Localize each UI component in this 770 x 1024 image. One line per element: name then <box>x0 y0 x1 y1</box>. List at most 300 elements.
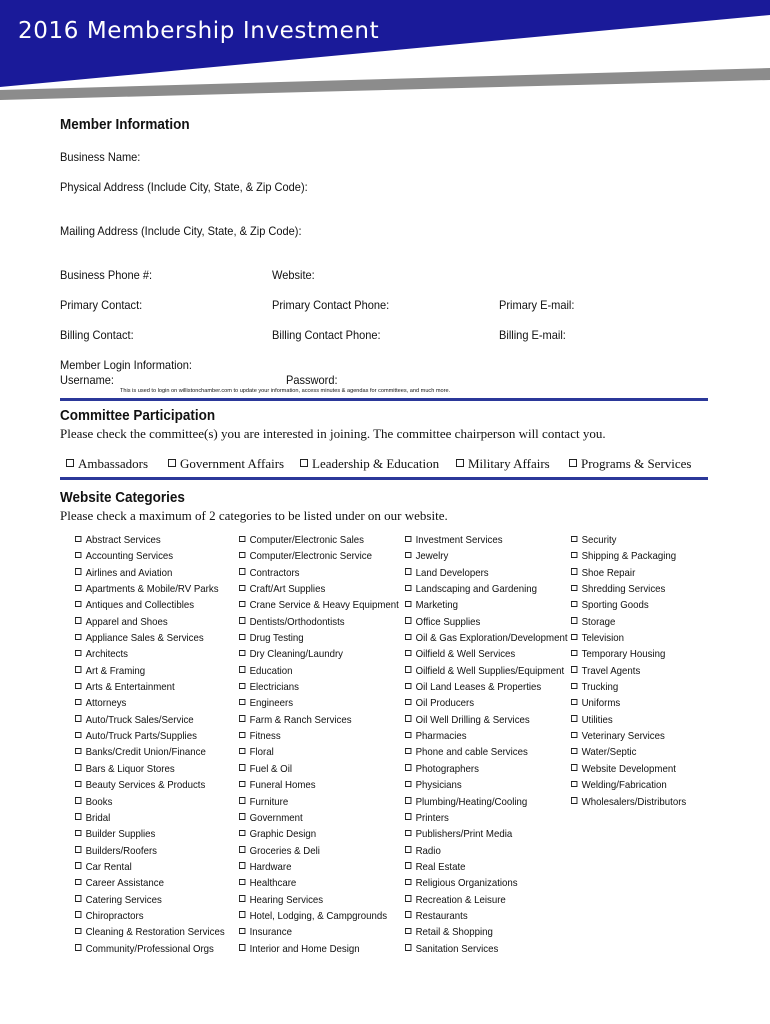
category-label: Shoe Repair <box>581 566 636 579</box>
category-label: Sporting Goods <box>581 599 649 612</box>
checkbox-icon[interactable] <box>239 895 245 902</box>
category-option[interactable] <box>75 861 225 877</box>
category-label: Retail & Shopping <box>415 926 493 939</box>
category-option[interactable] <box>75 746 225 762</box>
category-label: Craft/Art Supplies <box>249 583 326 596</box>
checkbox-icon[interactable] <box>239 634 245 641</box>
category-option[interactable] <box>75 910 225 926</box>
category-option[interactable] <box>405 550 568 566</box>
login-note: This is used to login on willistonchamber.com to update your information, access minutes & agendas for committees, and much more. <box>120 388 451 394</box>
category-option[interactable] <box>239 665 399 681</box>
category-column-1 <box>75 534 238 959</box>
checkbox-icon[interactable] <box>239 715 245 722</box>
category-option[interactable] <box>239 828 399 844</box>
category-option[interactable] <box>75 763 225 779</box>
checkbox-icon[interactable] <box>75 797 81 804</box>
category-option[interactable] <box>239 796 399 812</box>
category-label: Crane Service & Heavy Equipment <box>249 599 399 612</box>
category-option[interactable] <box>239 632 399 648</box>
category-label: Jewelry <box>415 550 449 563</box>
category-label: Pharmacies <box>415 730 467 743</box>
committee-option-military-affairs[interactable]: Military Affairs <box>456 456 550 472</box>
category-label: Contractors <box>249 566 300 579</box>
checkbox-icon[interactable] <box>405 617 411 624</box>
category-option[interactable] <box>405 681 568 697</box>
checkbox-icon[interactable] <box>405 699 411 706</box>
category-option[interactable] <box>239 943 399 959</box>
category-option[interactable] <box>405 632 568 648</box>
billing-contact-label: Billing Contact: <box>60 328 134 342</box>
category-label: Beauty Services & Products <box>85 779 206 792</box>
category-option[interactable] <box>571 796 686 812</box>
checkbox-icon[interactable] <box>75 683 81 690</box>
category-label: Accounting Services <box>85 550 174 563</box>
category-label: Water/Septic <box>581 746 637 759</box>
category-option[interactable] <box>405 534 568 550</box>
checkbox-icon[interactable] <box>75 813 81 820</box>
checkbox-icon[interactable] <box>571 650 577 657</box>
checkbox-icon[interactable] <box>405 634 411 641</box>
section-divider <box>60 477 708 480</box>
checkbox-icon[interactable] <box>405 748 411 755</box>
category-option[interactable] <box>75 845 225 861</box>
category-label: Abstract Services <box>85 534 161 546</box>
checkbox-icon[interactable] <box>405 666 411 673</box>
category-label: Welding/Fabrication <box>581 779 667 792</box>
category-label: Chiropractors <box>85 909 144 922</box>
checkbox-icon[interactable] <box>75 617 81 624</box>
checkbox-icon[interactable] <box>75 732 81 739</box>
category-label: Website Development <box>581 762 676 775</box>
checkbox-icon[interactable] <box>405 732 411 739</box>
checkbox-icon[interactable] <box>239 748 245 755</box>
category-option[interactable] <box>405 665 568 681</box>
checkbox-icon[interactable] <box>571 634 577 641</box>
category-label: Farm & Ranch Services <box>249 713 352 726</box>
category-label: Auto/Truck Parts/Supplies <box>85 730 197 743</box>
checkbox-icon[interactable] <box>75 601 81 608</box>
category-option[interactable] <box>405 943 568 959</box>
checkbox-icon[interactable] <box>571 732 577 739</box>
category-label: Oil Well Drilling & Services <box>415 713 530 726</box>
category-option[interactable] <box>571 534 686 550</box>
category-label: Travel Agents <box>581 664 641 677</box>
category-option[interactable] <box>75 534 225 550</box>
category-option[interactable] <box>75 730 225 746</box>
checkbox-icon[interactable] <box>239 928 245 935</box>
checkbox-icon[interactable] <box>405 536 411 543</box>
checkbox-icon[interactable] <box>239 879 245 886</box>
category-option[interactable] <box>571 550 686 566</box>
category-label: Recreation & Leisure <box>415 893 506 906</box>
category-option[interactable] <box>405 616 568 632</box>
checkbox-icon[interactable] <box>300 459 308 467</box>
category-option[interactable] <box>239 845 399 861</box>
category-option[interactable] <box>239 779 399 795</box>
checkbox-icon[interactable] <box>405 568 411 575</box>
category-option[interactable] <box>571 681 686 697</box>
category-option[interactable] <box>571 583 686 599</box>
banner-graphic <box>0 0 770 112</box>
business-phone-label: Business Phone #: <box>60 268 153 282</box>
checkbox-icon[interactable] <box>75 846 81 853</box>
committee-option-leadership-education[interactable]: Leadership & Education <box>300 456 439 472</box>
category-option[interactable] <box>75 943 225 959</box>
category-option[interactable] <box>75 665 225 681</box>
category-option[interactable] <box>405 567 568 583</box>
checkbox-icon[interactable] <box>239 862 245 869</box>
checkbox-icon[interactable] <box>571 585 577 592</box>
checkbox-icon[interactable] <box>405 813 411 820</box>
category-label: Education <box>249 664 293 677</box>
checkbox-icon[interactable] <box>405 895 411 902</box>
category-label: Temporary Housing <box>581 648 666 661</box>
checkbox-icon[interactable] <box>456 459 464 467</box>
category-option[interactable] <box>239 681 399 697</box>
committee-instruction: Please check the committee(s) you are interested in joining. The committee chairperson will contact you. <box>60 426 606 441</box>
category-label: Healthcare <box>249 877 297 890</box>
category-option[interactable] <box>405 648 568 664</box>
category-label: Photographers <box>415 762 479 775</box>
category-column-2 <box>239 534 413 959</box>
checkbox-icon[interactable] <box>75 666 81 673</box>
checkbox-icon[interactable] <box>239 911 245 918</box>
category-label: Apartments & Mobile/RV Parks <box>85 583 219 596</box>
category-label: Storage <box>581 615 616 628</box>
checkbox-icon[interactable] <box>405 797 411 804</box>
category-option[interactable] <box>75 926 225 942</box>
category-label: Shipping & Packaging <box>581 550 677 563</box>
checkbox-icon[interactable] <box>239 797 245 804</box>
category-option[interactable] <box>239 861 399 877</box>
category-label: Apparel and Shoes <box>85 615 168 628</box>
username-label: Username: <box>60 373 114 387</box>
category-option[interactable] <box>239 599 399 615</box>
checkbox-icon[interactable] <box>405 928 411 935</box>
category-option[interactable] <box>571 665 686 681</box>
category-label: Wholesalers/Distributors <box>581 795 687 808</box>
checkbox-icon[interactable] <box>239 699 245 706</box>
category-option[interactable] <box>239 648 399 664</box>
checkbox-icon[interactable] <box>571 748 577 755</box>
checkbox-icon[interactable] <box>571 781 577 788</box>
category-option[interactable] <box>571 632 686 648</box>
category-option[interactable] <box>75 877 225 893</box>
category-option[interactable] <box>75 894 225 910</box>
checkbox-icon[interactable] <box>405 879 411 886</box>
checkbox-icon[interactable] <box>405 715 411 722</box>
checkbox-icon[interactable] <box>405 683 411 690</box>
category-option[interactable] <box>239 730 399 746</box>
category-option[interactable] <box>75 583 225 599</box>
category-label: Auto/Truck Sales/Service <box>85 713 194 726</box>
category-label: Career Assistance <box>85 877 164 890</box>
checkbox-icon[interactable] <box>405 650 411 657</box>
category-option[interactable] <box>75 697 225 713</box>
category-option[interactable] <box>405 746 568 762</box>
category-label: Shredding Services <box>581 583 666 596</box>
checkbox-icon[interactable] <box>75 781 81 788</box>
category-option[interactable] <box>405 828 568 844</box>
category-label: Fuel & Oil <box>249 762 293 775</box>
member-information-heading: Member Information <box>60 117 190 133</box>
checkbox-icon[interactable] <box>571 764 577 771</box>
category-option[interactable] <box>239 567 399 583</box>
category-label: Art & Framing <box>85 664 146 677</box>
category-label: Hotel, Lodging, & Campgrounds <box>249 909 388 922</box>
category-label: Computer/Electronic Service <box>249 550 372 563</box>
category-option[interactable] <box>405 583 568 599</box>
category-label: Cleaning & Restoration Services <box>85 926 225 939</box>
category-label: Land Developers <box>415 566 489 579</box>
category-option[interactable] <box>75 567 225 583</box>
checkbox-icon[interactable] <box>405 830 411 837</box>
category-label: Car Rental <box>85 860 132 873</box>
category-label: Government <box>249 811 303 824</box>
checkbox-icon[interactable] <box>405 585 411 592</box>
category-label: Security <box>581 534 617 546</box>
checkbox-icon[interactable] <box>75 879 81 886</box>
checkbox-icon[interactable] <box>239 536 245 543</box>
category-label: Oil & Gas Exploration/Development <box>415 632 568 645</box>
category-option[interactable] <box>75 648 225 664</box>
category-option[interactable] <box>405 763 568 779</box>
category-option[interactable] <box>571 779 686 795</box>
checkbox-icon[interactable] <box>239 650 245 657</box>
checkbox-icon[interactable] <box>239 552 245 559</box>
category-option[interactable] <box>75 714 225 730</box>
category-option[interactable] <box>405 599 568 615</box>
category-option[interactable] <box>75 681 225 697</box>
category-label: Groceries & Deli <box>249 844 320 857</box>
category-option[interactable] <box>571 697 686 713</box>
category-option[interactable] <box>405 812 568 828</box>
password-label: Password: <box>286 373 338 387</box>
category-label: Oil Producers <box>415 697 475 710</box>
checkbox-icon[interactable] <box>571 536 577 543</box>
checkbox-icon[interactable] <box>75 862 81 869</box>
category-option[interactable] <box>75 632 225 648</box>
category-label: Architects <box>85 648 129 661</box>
checkbox-icon[interactable] <box>75 928 81 935</box>
checkbox-icon[interactable] <box>75 895 81 902</box>
category-option[interactable] <box>239 714 399 730</box>
category-label: Oil Land Leases & Properties <box>415 681 542 694</box>
category-option[interactable] <box>75 599 225 615</box>
checkbox-icon[interactable] <box>405 862 411 869</box>
category-label: Television <box>581 632 625 645</box>
category-label: Builders/Roofers <box>85 844 157 857</box>
checkbox-icon[interactable] <box>405 781 411 788</box>
category-option[interactable] <box>405 877 568 893</box>
checkbox-icon[interactable] <box>571 699 577 706</box>
checkbox-icon[interactable] <box>239 568 245 575</box>
category-option[interactable] <box>239 616 399 632</box>
checkbox-icon[interactable] <box>239 617 245 624</box>
checkbox-icon[interactable] <box>75 830 81 837</box>
checkbox-icon[interactable] <box>75 585 81 592</box>
category-label: Attorneys <box>85 697 127 710</box>
category-label: Hardware <box>249 860 292 873</box>
category-option[interactable] <box>405 910 568 926</box>
checkbox-icon[interactable] <box>75 536 81 543</box>
checkbox-icon[interactable] <box>571 552 577 559</box>
category-option[interactable] <box>239 697 399 713</box>
checkbox-icon[interactable] <box>75 911 81 918</box>
checkbox-icon[interactable] <box>75 552 81 559</box>
category-option[interactable] <box>239 812 399 828</box>
category-label: Insurance <box>249 926 293 939</box>
checkbox-icon[interactable] <box>75 715 81 722</box>
category-option[interactable] <box>571 648 686 664</box>
checkbox-icon[interactable] <box>569 459 577 467</box>
section-divider <box>60 398 708 401</box>
checkbox-icon[interactable] <box>239 846 245 853</box>
category-option[interactable] <box>405 796 568 812</box>
checkbox-icon[interactable] <box>571 601 577 608</box>
category-label: Veterinary Services <box>581 730 665 743</box>
category-label: Airlines and Aviation <box>85 566 173 579</box>
checkbox-icon[interactable] <box>239 732 245 739</box>
checkbox-icon[interactable] <box>239 781 245 788</box>
website-label: Website: <box>272 268 315 282</box>
category-option[interactable] <box>239 746 399 762</box>
checkbox-icon[interactable] <box>239 944 245 951</box>
checkbox-icon[interactable] <box>405 764 411 771</box>
category-label: Plumbing/Heating/Cooling <box>415 795 528 808</box>
checkbox-icon[interactable] <box>405 911 411 918</box>
category-label: Furniture <box>249 795 289 808</box>
category-option[interactable] <box>75 796 225 812</box>
category-option[interactable] <box>75 779 225 795</box>
checkbox-icon[interactable] <box>168 459 176 467</box>
category-label: Landscaping and Gardening <box>415 583 537 596</box>
page-title: 2016 Membership Investment <box>18 18 380 44</box>
member-login-label: Member Login Information: <box>60 358 192 372</box>
checkbox-icon[interactable] <box>571 666 577 673</box>
category-label: Arts & Entertainment <box>85 681 175 694</box>
category-label: Books <box>85 795 113 808</box>
category-label: Oilfield & Well Supplies/Equipment <box>415 664 565 677</box>
checkbox-icon[interactable] <box>239 585 245 592</box>
category-option[interactable] <box>75 812 225 828</box>
checkbox-icon[interactable] <box>239 666 245 673</box>
category-option[interactable] <box>239 583 399 599</box>
primary-contact-label: Primary Contact: <box>60 298 143 312</box>
website-categories-heading: Website Categories <box>60 490 185 506</box>
category-option[interactable] <box>405 894 568 910</box>
checkbox-icon[interactable] <box>405 552 411 559</box>
committee-option-government-affairs[interactable]: Government Affairs <box>168 456 284 472</box>
category-option[interactable] <box>405 845 568 861</box>
category-option[interactable] <box>571 730 686 746</box>
category-label: Office Supplies <box>415 615 481 628</box>
category-label: Physicians <box>415 779 462 792</box>
category-label: Banks/Credit Union/Finance <box>85 746 206 759</box>
category-option[interactable] <box>239 534 399 550</box>
category-label: Community/Professional Orgs <box>85 942 214 955</box>
checkbox-icon[interactable] <box>405 944 411 951</box>
category-label: Catering Services <box>85 893 162 906</box>
checkbox-icon[interactable] <box>405 601 411 608</box>
checkbox-icon[interactable] <box>239 813 245 820</box>
category-label: Restaurants <box>415 909 468 922</box>
checkbox-icon[interactable] <box>75 634 81 641</box>
checkbox-icon[interactable] <box>239 830 245 837</box>
checkbox-icon[interactable] <box>571 797 577 804</box>
checkbox-icon[interactable] <box>405 846 411 853</box>
category-option[interactable] <box>405 861 568 877</box>
checkbox-icon[interactable] <box>571 568 577 575</box>
category-label: Bridal <box>85 811 111 824</box>
category-option[interactable] <box>571 616 686 632</box>
checkbox-icon[interactable] <box>75 764 81 771</box>
category-label: Sanitation Services <box>415 942 499 955</box>
category-option[interactable] <box>75 550 225 566</box>
checkbox-icon[interactable] <box>75 568 81 575</box>
checkbox-icon[interactable] <box>571 617 577 624</box>
category-label: Dentists/Orthodontists <box>249 615 345 628</box>
category-option[interactable] <box>239 894 399 910</box>
checkbox-icon[interactable] <box>239 601 245 608</box>
category-label: Fitness <box>249 730 281 743</box>
billing-email-label: Billing E-mail: <box>499 328 566 342</box>
checkbox-icon[interactable] <box>66 459 74 467</box>
category-label: Radio <box>415 844 441 857</box>
category-option[interactable] <box>239 877 399 893</box>
checkbox-icon[interactable] <box>571 683 577 690</box>
checkbox-icon[interactable] <box>75 748 81 755</box>
checkbox-icon[interactable] <box>75 650 81 657</box>
category-option[interactable] <box>405 779 568 795</box>
category-option[interactable] <box>405 730 568 746</box>
category-option[interactable] <box>571 714 686 730</box>
category-option[interactable] <box>405 697 568 713</box>
category-option[interactable] <box>405 926 568 942</box>
business-name-label: Business Name: <box>60 150 141 164</box>
category-option[interactable] <box>405 714 568 730</box>
category-label: Marketing <box>415 599 459 612</box>
category-option[interactable] <box>75 828 225 844</box>
category-option[interactable] <box>75 616 225 632</box>
checkbox-icon[interactable] <box>239 764 245 771</box>
category-option[interactable] <box>571 746 686 762</box>
category-label: Bars & Liquor Stores <box>85 762 175 775</box>
physical-address-label: Physical Address (Include City, State, & Zip Code): <box>60 180 308 194</box>
category-option[interactable] <box>239 763 399 779</box>
checkbox-icon[interactable] <box>75 699 81 706</box>
category-option[interactable] <box>571 763 686 779</box>
category-option[interactable] <box>239 910 399 926</box>
category-option[interactable] <box>571 567 686 583</box>
checkbox-icon[interactable] <box>75 944 81 951</box>
category-label: Interior and Home Design <box>249 942 360 955</box>
website-categories-instruction: Please check a maximum of 2 categories to be listed under on our website. <box>60 508 448 523</box>
category-label: Floral <box>249 746 274 759</box>
category-label: Antiques and Collectibles <box>85 599 195 612</box>
category-option[interactable] <box>239 550 399 566</box>
committee-option-programs-services[interactable]: Programs & Services <box>569 456 691 472</box>
category-label: Dry Cleaning/Laundry <box>249 648 344 661</box>
category-option[interactable] <box>239 926 399 942</box>
committee-option-ambassadors[interactable]: Ambassadors <box>66 456 148 472</box>
category-label: Appliance Sales & Services <box>85 632 204 645</box>
category-option[interactable] <box>571 599 686 615</box>
checkbox-icon[interactable] <box>239 683 245 690</box>
category-label: Builder Supplies <box>85 828 156 841</box>
checkbox-icon[interactable] <box>571 715 577 722</box>
mailing-address-label: Mailing Address (Include City, State, & Zip Code): <box>60 224 302 238</box>
